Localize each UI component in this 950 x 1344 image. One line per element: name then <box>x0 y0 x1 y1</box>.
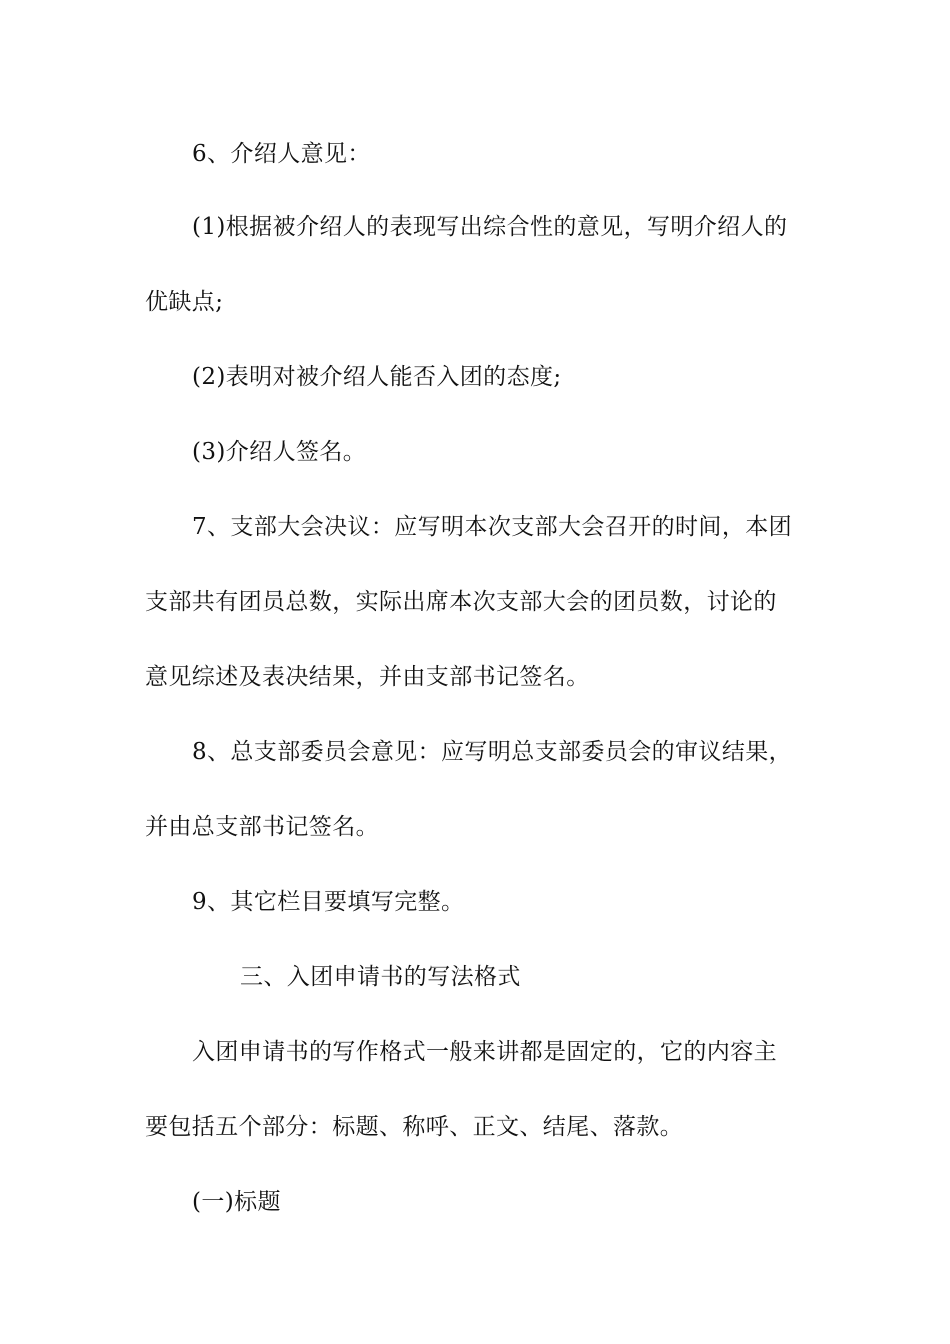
paragraph-line: (3)介绍人签名。 <box>192 439 367 465</box>
item-6-introducer-opinion: 6、介绍人意见： <box>192 141 371 167</box>
item-8-general-branch-opinion: 8、总支部委员会意见：应写明总支部委员会的审议结果， <box>192 739 793 765</box>
item-7-branch-resolution: 7、支部大会决议：应写明本次支部大会召开的时间，本团 <box>192 514 793 540</box>
subheading-title: (一)标题 <box>192 1189 281 1215</box>
paragraph-line: 支部共有团员总数，实际出席本次支部大会的团员数，讨论的 <box>145 589 777 615</box>
paragraph-line: 并由总支部书记签名。 <box>145 814 379 840</box>
item-9-other-fields: 9、其它栏目要填写完整。 <box>192 889 465 915</box>
paragraph-line: (2)表明对被介绍人能否入团的态度; <box>192 364 562 390</box>
paragraph-line: 意见综述及表决结果，并由支部书记签名。 <box>145 664 590 690</box>
section-heading: 三、入团申请书的写法格式 <box>240 964 521 990</box>
paragraph-line: 入团申请书的写作格式一般来讲都是固定的，它的内容主 <box>192 1039 777 1065</box>
paragraph-line: 优缺点; <box>145 289 224 315</box>
paragraph-line: 要包括五个部分：标题、称呼、正文、结尾、落款。 <box>145 1114 684 1140</box>
paragraph-line: (1)根据被介绍人的表现写出综合性的意见，写明介绍人的 <box>192 214 788 240</box>
